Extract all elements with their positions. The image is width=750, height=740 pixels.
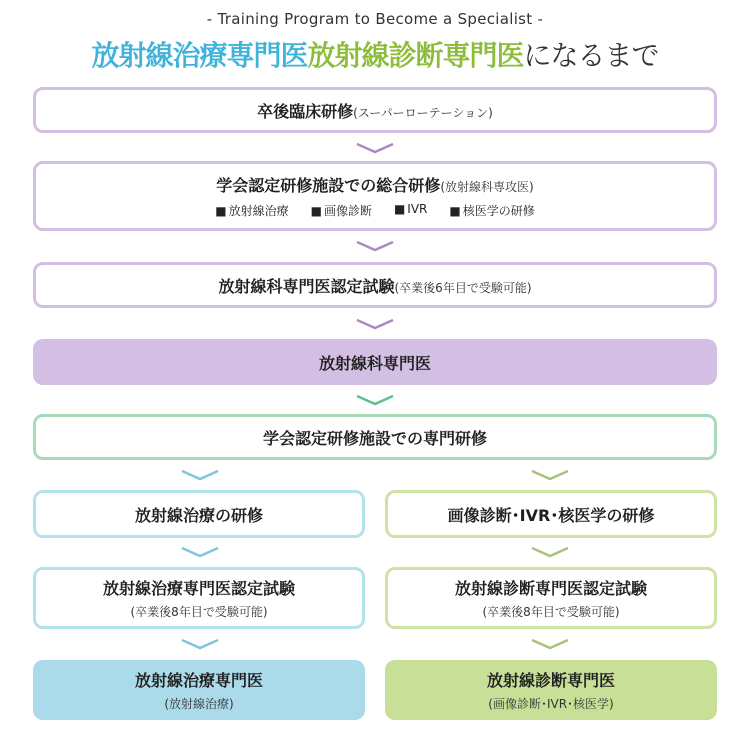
step-radiotherapy-training-title: 放射線治療の研修 bbox=[134, 505, 263, 525]
step-general-training bbox=[33, 161, 717, 231]
step-diagnosis-exam-note: (卒業後8年目で受験可能) bbox=[482, 605, 620, 619]
step-radiology-exam bbox=[33, 262, 717, 308]
step-diagnosis-training-title: 画像診断･IVR･核医学の研修 bbox=[447, 505, 655, 525]
step-diagnosis-exam-title: 放射線診断専門医認定試験 bbox=[454, 579, 647, 598]
step-diagnosis-specialist-title: 放射線診断専門医 bbox=[486, 671, 615, 690]
step-radiotherapy-training bbox=[33, 490, 365, 538]
chevron-down-icon bbox=[355, 394, 395, 406]
page-title bbox=[0, 34, 750, 74]
step-diagnosis-specialist-note: (画像診断･IVR･核医学) bbox=[488, 697, 614, 711]
step-general-training-label bbox=[216, 173, 533, 196]
subtitle: - Training Program to Become a Specialist - bbox=[206, 10, 544, 28]
title-diagnosis: 放射線診断専門医 bbox=[307, 39, 524, 72]
chevron-down-icon bbox=[530, 469, 570, 481]
step-radiotherapy-specialist-title: 放射線治療専門医 bbox=[134, 671, 263, 690]
chevron-down-icon bbox=[180, 469, 220, 481]
step-specialty-training-title: 学会認定研修施設での専門研修 bbox=[262, 428, 487, 448]
step-radiology-exam-label bbox=[218, 274, 531, 297]
step-radiotherapy-specialist-note: (放射線治療) bbox=[164, 697, 234, 711]
step-radiology-specialist bbox=[33, 339, 717, 385]
step-radiology-exam-note: (卒業後6年目で受験可能) bbox=[394, 280, 532, 295]
step-radiotherapy-exam-title: 放射線治療専門医認定試験 bbox=[102, 579, 295, 598]
training-item: ■ 放射線治療 bbox=[215, 202, 288, 219]
step-general-training-title: 学会認定研修施設での総合研修 bbox=[216, 176, 441, 195]
training-item: ■ 核医学の研修 bbox=[449, 202, 534, 219]
step-radiology-exam-title: 放射線科専門医認定試験 bbox=[218, 276, 395, 296]
chevron-down-icon bbox=[180, 638, 220, 650]
step-specialty-training bbox=[33, 414, 717, 460]
step-clinical-training-note: (スーパーローテーション) bbox=[353, 105, 493, 120]
title-radiotherapy: 放射線治療専門医 bbox=[91, 39, 308, 72]
chevron-down-icon bbox=[355, 240, 395, 252]
step-radiotherapy-exam-note: (卒業後8年目で受験可能) bbox=[130, 605, 268, 619]
step-general-training-note: (放射線科専攻医) bbox=[440, 180, 534, 194]
title-suffix: になるまで bbox=[523, 39, 659, 72]
training-items bbox=[215, 202, 535, 219]
step-diagnosis-exam bbox=[385, 567, 717, 629]
training-item: ■ IVR bbox=[394, 202, 427, 219]
training-item: ■ 画像診断 bbox=[311, 202, 372, 219]
chevron-down-icon bbox=[530, 546, 570, 558]
chevron-down-icon bbox=[355, 142, 395, 154]
chevron-down-icon bbox=[355, 318, 395, 330]
step-diagnosis-specialist bbox=[385, 660, 717, 720]
step-radiology-specialist-title: 放射線科専門医 bbox=[318, 353, 431, 373]
step-clinical-training-title: 卒後臨床研修 bbox=[257, 101, 354, 121]
step-clinical-training bbox=[33, 87, 717, 133]
chevron-down-icon bbox=[530, 638, 570, 650]
chevron-down-icon bbox=[180, 546, 220, 558]
step-radiotherapy-specialist bbox=[33, 660, 365, 720]
step-diagnosis-training bbox=[385, 490, 717, 538]
step-radiotherapy-exam bbox=[33, 567, 365, 629]
step-clinical-training-label bbox=[257, 99, 493, 122]
